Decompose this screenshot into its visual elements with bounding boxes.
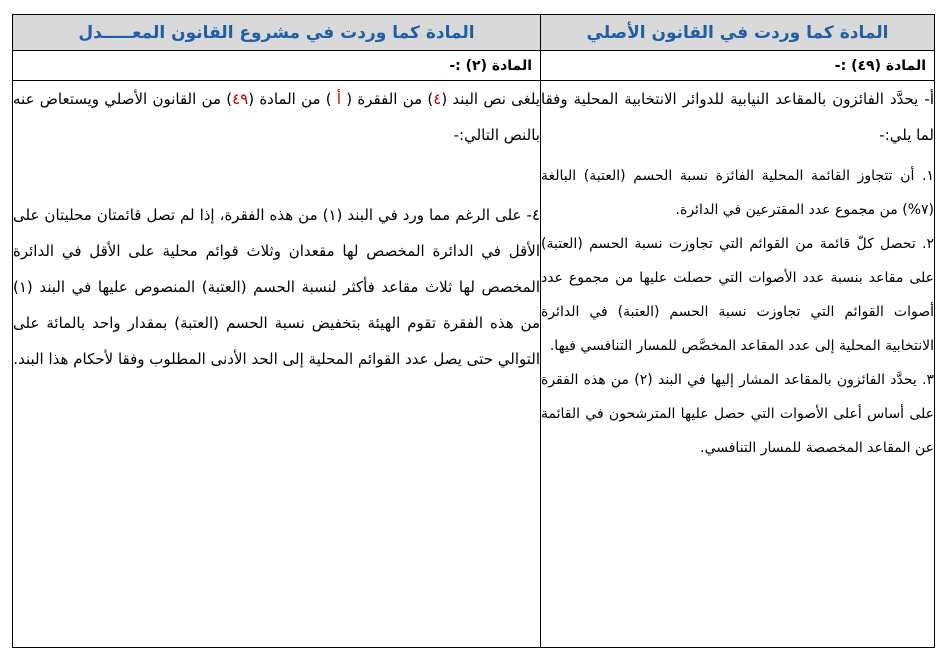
amended-p1-part-b: ) من الفقرة ( [341, 90, 434, 108]
amended-p1-part-a: يلغى نص البند ( [441, 90, 541, 108]
original-item-2: ٢. تحصل كلّ قائمة من القوائم التي تجاوزت نسبة الحسم (العتبة) على مقاعد بنسبة عدد الأصوات التي حصلت عليها من مجموع عدد أصوات القوائم التي تجاوزت نسبة الحسم (العتبة) في الدائرة الانتخابية المحلية إلى عدد المقاعد المخصَّص للمسار التنافسي فيها. [541, 236, 934, 354]
amended-text-cell [13, 81, 541, 648]
content-row [13, 81, 935, 648]
amended-p1-part-d: ) من القانون الأصلي ويستعاض عنه بالنص التالي:- [13, 90, 540, 144]
paragraph-letter-highlight: أ [336, 90, 342, 108]
article-number-highlight: ٤٩ [232, 90, 249, 108]
header-row [13, 15, 935, 51]
amended-paragraph-2: ٤- على الرغم مما ورد في البند (١) من هذه الفقرة، إذا لم تصل قائمتان محليتان على الأقل في الدائرة المخصص لها مقعدان وثلاث قوائم محلية على الأقل في الدائرة المخصص لها ثلاث مقاعد فأكثر لنسبة الحسم (العتبة) المنصوص عليها في البند (١) من هذه الفقرة تقوم الهيئة بتخفيض نسبة الحسم (العتبة) بمقدار واحد بالمائة على التوالي حتى يصل عدد القوائم المحلية إلى الحد الأدنى المطلوب وفقا لأحكام هذا البند. [13, 206, 540, 368]
original-article-label: المادة (٤٩) :- [541, 51, 935, 81]
item-number-highlight: ٤ [433, 90, 442, 108]
amended-p1-part-c: ) من المادة ( [248, 90, 337, 108]
original-item-1: ١. أن تتجاوز القائمة المحلية الفائزة نسبة الحسم (العتبة) البالغة (٧%) من مجموع عدد المقترعين في الدائرة. [541, 168, 934, 218]
amended-article-label: المادة (٢) :- [13, 51, 541, 81]
original-intro: أ- يحدَّد الفائزون بالمقاعد النيابية للدوائر الانتخابية المحلية وفقا لما يلي:- [541, 90, 934, 144]
amended-paragraph-1 [13, 81, 540, 153]
comparison-table [12, 14, 935, 648]
original-text-cell [541, 81, 935, 648]
article-row [13, 51, 935, 81]
original-column-title: المادة كما وردت في القانون الأصلي [541, 15, 935, 51]
original-item-3: ٣. يحدَّد الفائزون بالمقاعد المشار إليها في البند (٢) من هذه الفقرة على أساس أعلى الأصوات التي حصل عليها المترشحون في القائمة عن المقاعد المخصصة للمسار التنافسي. [541, 372, 934, 456]
amended-column-title: المادة كما وردت في مشروع القانون المعـــــدل [13, 15, 541, 51]
